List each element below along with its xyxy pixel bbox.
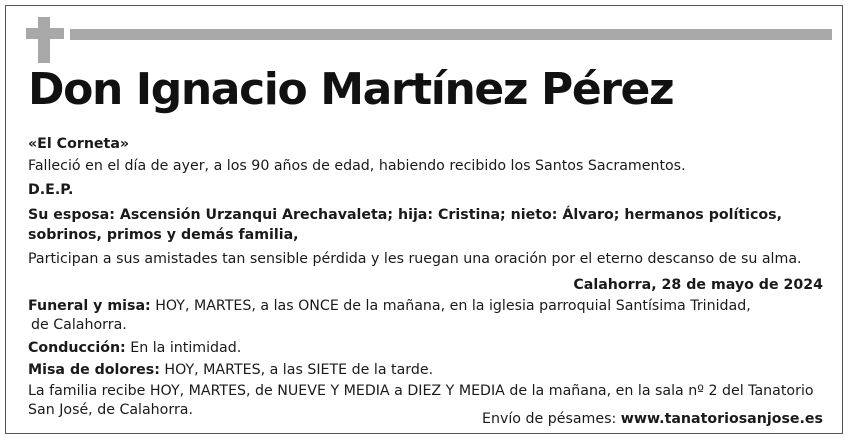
reception-line-1: La familia recibe HOY, MARTES, de NUEVE Y MEDIA a DIEZ Y MEDIA de la mañana, en la sala nº 2 del Tanatorio [28,383,814,399]
place-date: Calahorra, 28 de mayo de 2024 [573,277,823,293]
cross-horizontal-bar [26,28,64,39]
mass-text: HOY, MARTES, a las SIETE de la tarde. [159,362,434,378]
dep-text: D.E.P. [28,182,74,198]
family-line-2: sobrinos, primos y demás familia, [28,227,299,243]
condolences-label: Envío de pésames: [481,411,621,427]
conduction-line [28,339,241,357]
conduction-label: Conducción: [28,340,126,356]
deceased-name: Don Ignacio Martínez Pérez [28,64,674,115]
header-rule [70,29,832,40]
funeral-text: HOY, MARTES, a las ONCE de la mañana, en la iglesia parroquial Santísima Trinidad, [150,298,751,314]
nickname: «El Corneta» [28,136,130,152]
condolences-line [482,410,823,428]
family-line-1: Su esposa: Ascensión Urzanqui Arechavaleta; hija: Cristina; nieto: Álvaro; hermanos políticos, [28,207,782,223]
cross-vertical-bar [38,17,50,63]
condolences-link[interactable]: www.tanatoriosanjose.es [620,411,823,427]
death-text: Falleció en el día de ayer, a los 90 años de edad, habiendo recibido los Santos Sacramentos. [28,158,686,174]
funeral-line-2: de Calahorra. [31,317,127,333]
reception-line-2: San José, de Calahorra. [28,402,193,418]
request-text: Participan a sus amistades tan sensible pérdida y les ruegan una oración por el eterno descanso de su alma. [28,251,802,267]
mass-label: Misa de dolores: [28,362,160,378]
mass-line [28,361,433,379]
funeral-label: Funeral y misa: [28,298,151,314]
conduction-text: En la intimidad. [125,340,242,356]
funeral-line [28,297,751,315]
